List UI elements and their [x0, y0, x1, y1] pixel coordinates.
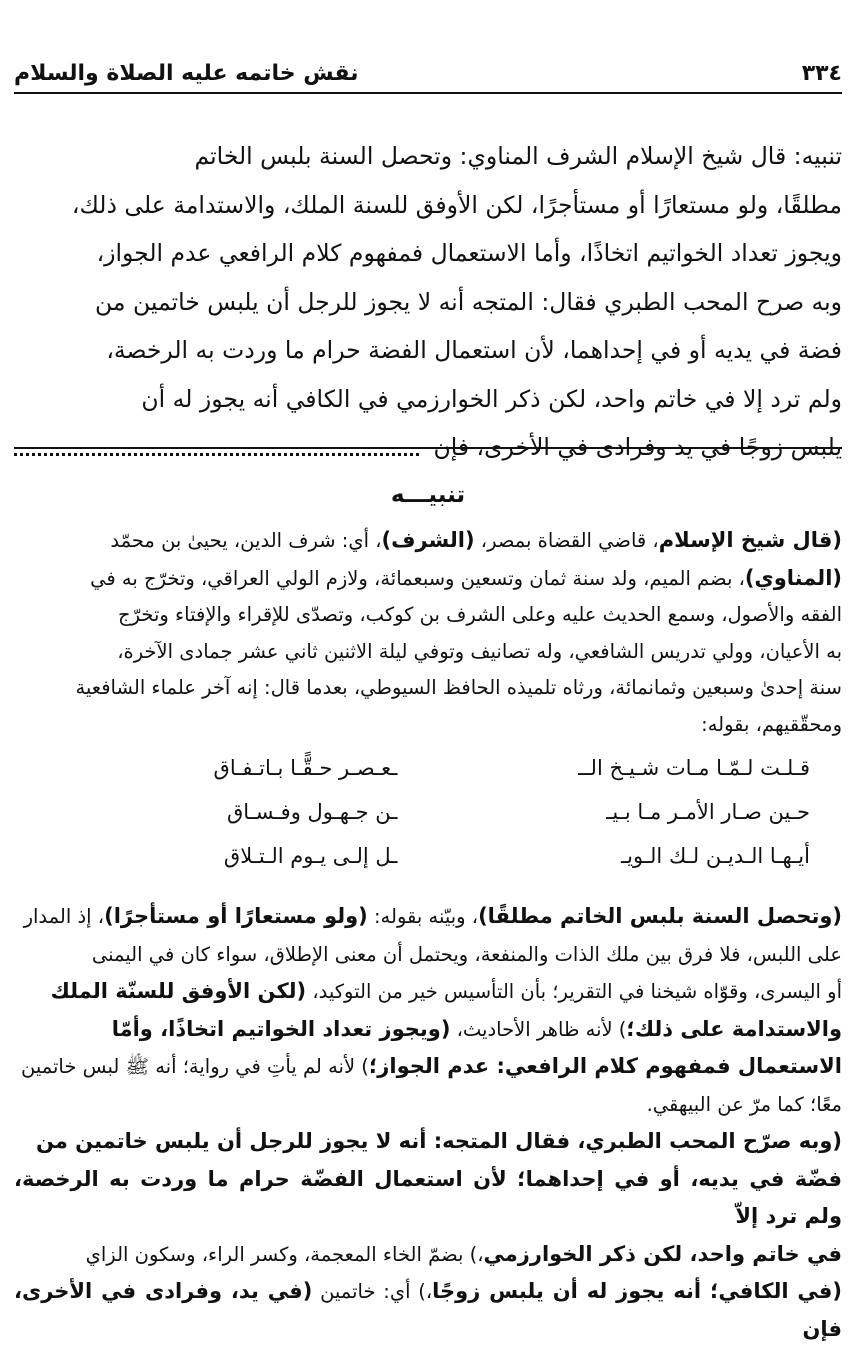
poem-hemistich-first: قـلـت لـمّـا مـات شـيـخ الــ — [578, 756, 810, 780]
quoted-matn-text: (في يد، وفرادى في الأخرى، فإن — [14, 1279, 842, 1341]
commentary-text: على اللبس، فلا فرق بين ملك الذات والمنفعة، ويحتمل أن معنى الإطلاق، سواء كان في اليمنى — [91, 942, 842, 966]
commentary-text: ) لأنه لم يأتِ في رواية؛ أنه ﷺ لبس خاتمين — [20, 1055, 369, 1078]
poem-verse — [46, 746, 810, 790]
quoted-matn-text: (ولو مستعارًا أو مستأجرًا) — [104, 904, 368, 928]
sharh-line — [14, 1123, 842, 1161]
quoted-matn-text: (لكن الأوفق للسنّة الملك — [50, 979, 307, 1003]
matn-line: يلبس زوجًا في يد وفرادى في الأخرى، فإن — [433, 433, 842, 461]
sharh-line — [14, 707, 842, 744]
sharh-line — [14, 560, 842, 598]
quoted-matn-text: (ويجوز تعداد الخواتيم اتخاذًا، وأمّا — [111, 1016, 451, 1041]
sharh-line — [14, 1011, 842, 1049]
sharh-line — [14, 973, 842, 1011]
sharh-line — [14, 522, 842, 560]
commentary-text: ) لأنه ظاهر الأحاديث، — [450, 1017, 627, 1041]
matn-line: تنبيه: قال شيخ الإسلام الشرف المناوي: وتحصل السنة بلبس الخاتم — [194, 142, 842, 170]
page-header — [14, 55, 842, 91]
matn-line: فضة في يديه أو في إحداهما، لأن استعمال الفضة حرام ما وردت به الرخصة، — [106, 336, 842, 364]
sharh-line — [14, 597, 842, 634]
sharh-line — [14, 1273, 842, 1348]
quoted-matn-text: في خاتم واحد، لكن ذكر الخوارزمي — [483, 1241, 842, 1266]
sharh-paragraph-1 — [14, 522, 842, 743]
sharh-line — [14, 1236, 842, 1274]
poem-verse — [46, 790, 810, 834]
quoted-matn-text: (المناوي) — [744, 565, 842, 590]
page — [14, 0, 842, 1359]
poem-hemistich-second: ـل إلـى يـوم الـتـلاق — [223, 844, 398, 868]
sharh-line — [14, 670, 842, 707]
commentary-text: ، قاضي القضاة بمصر، — [474, 529, 659, 552]
quoted-matn-text: (وبه صرّح المحب الطبري، فقال المتجه: أنه لا يجوز للرجل أن يلبس خاتمين من — [35, 1129, 842, 1153]
quoted-matn-text: والاستدامة على ذلك؛ — [626, 1016, 842, 1041]
page-number: ٣٣٤ — [801, 60, 842, 86]
sharh-paragraph-2 — [14, 898, 842, 1348]
quoted-matn-text: (وتحصل السنة بلبس الخاتم مطلقًا) — [478, 904, 842, 928]
commentary-text: معًا؛ كما مرّ عن البيهقي. — [646, 1092, 842, 1116]
sharh-line — [14, 936, 842, 974]
commentary-text: ومحقّقيهم، بقوله: — [701, 712, 842, 736]
commentary-text: أو اليسرى، وقوّاه شيخنا في التقرير؛ بأن التأسيس خير من التوكيد، — [306, 980, 842, 1003]
commentary-text: الفقه والأصول، وسمع الحديث عليه وعلى الشرف بن كوكب، وتصدّى للإقراء والإفتاء وتخرّج — [118, 603, 842, 626]
sharh-line — [14, 1161, 842, 1236]
matn-line: ولم ترد إلا في خاتم واحد، لكن ذكر الخوارزمي في الكافي أنه يجوز له أن — [141, 384, 842, 413]
running-title: نقش خاتمه عليه الصلاة والسلام — [14, 60, 359, 86]
poem-verse — [46, 834, 810, 878]
sharh-line — [14, 898, 842, 936]
quoted-matn-text: فضّة في يديه، أو في إحداهما؛ لأن استعمال الفضّة حرام ما وردت به الرخصة، ولم ترد إلاّ — [14, 1166, 842, 1228]
matn-separator-rule — [14, 447, 842, 449]
sharh-line — [14, 1086, 842, 1124]
header-rule — [14, 92, 842, 94]
matn-line: وبه صرح المحب الطبري فقال: المتجه أنه لا يجوز للرجل أن يلبس خاتمين من — [95, 287, 842, 316]
commentary-text: ،) بضمّ الخاء المعجمة، وكسر الراء، وسكون الزاي — [85, 1242, 484, 1266]
commentary-text: ، وبيّنه بقوله: — [367, 905, 479, 928]
poem-hemistich-first: أيـهـا الـديـن لـك الـويـ — [621, 844, 810, 868]
commentary-text: سنة إحدىٰ وسبعين وثمانمائة، ورثاه تلميذه الحافظ السيوطي، بعدما قال: إنه آخر علماء الشافعية — [75, 676, 842, 699]
sharh-line — [14, 1048, 842, 1086]
poem-hemistich-second: ـن جـهـول وفـسـاق — [226, 800, 398, 824]
poem — [46, 746, 810, 878]
matn-text — [14, 132, 842, 472]
sharh-section-title: تنبيـــه — [390, 482, 466, 508]
commentary-text: ، بضم الميم، ولد سنة ثمان وتسعين وسبعمائة، ولازم الولي العراقي، وتخرّج به في — [90, 566, 745, 590]
quoted-matn-text: (في الكافي؛ أنه يجوز له أن يلبس زوجًا — [432, 1279, 842, 1303]
sharh-line — [14, 634, 842, 671]
poem-hemistich-second: ـعـصـر حـقًّـا بـاتـفـاق — [213, 756, 398, 780]
matn-line: ويجوز تعداد الخواتيم اتخاذًا، وأما الاستعمال فمفهوم كلام الرافعي عدم الجواز، — [96, 239, 842, 267]
matn-line: مطلقًا، ولو مستعارًا أو مستأجرًا، لكن الأوفق للسنة الملك، والاستدامة على ذلك، — [71, 190, 842, 219]
quoted-matn-text: (قال شيخ الإسلام — [658, 528, 842, 552]
commentary-text: به الأعيان، وولي تدريس الشافعي، وله تصانيف وتوفي ليلة الاثنين ثاني عشر جمادى الآخرة، — [117, 639, 842, 663]
commentary-text: ، أي: شرف الدين، يحيىٰ بن محمّد — [110, 529, 382, 552]
commentary-text: ،) أي: خاتمين — [312, 1280, 433, 1303]
quoted-matn-text: (الشرف) — [381, 528, 475, 552]
quoted-matn-text: الاستعمال فمفهوم كلام الرافعي: عدم الجواز؛ — [368, 1054, 842, 1078]
commentary-text: ، إذ المدار — [23, 905, 105, 928]
poem-hemistich-first: حـين صـار الأمـر مـا بـيـ — [606, 800, 810, 824]
